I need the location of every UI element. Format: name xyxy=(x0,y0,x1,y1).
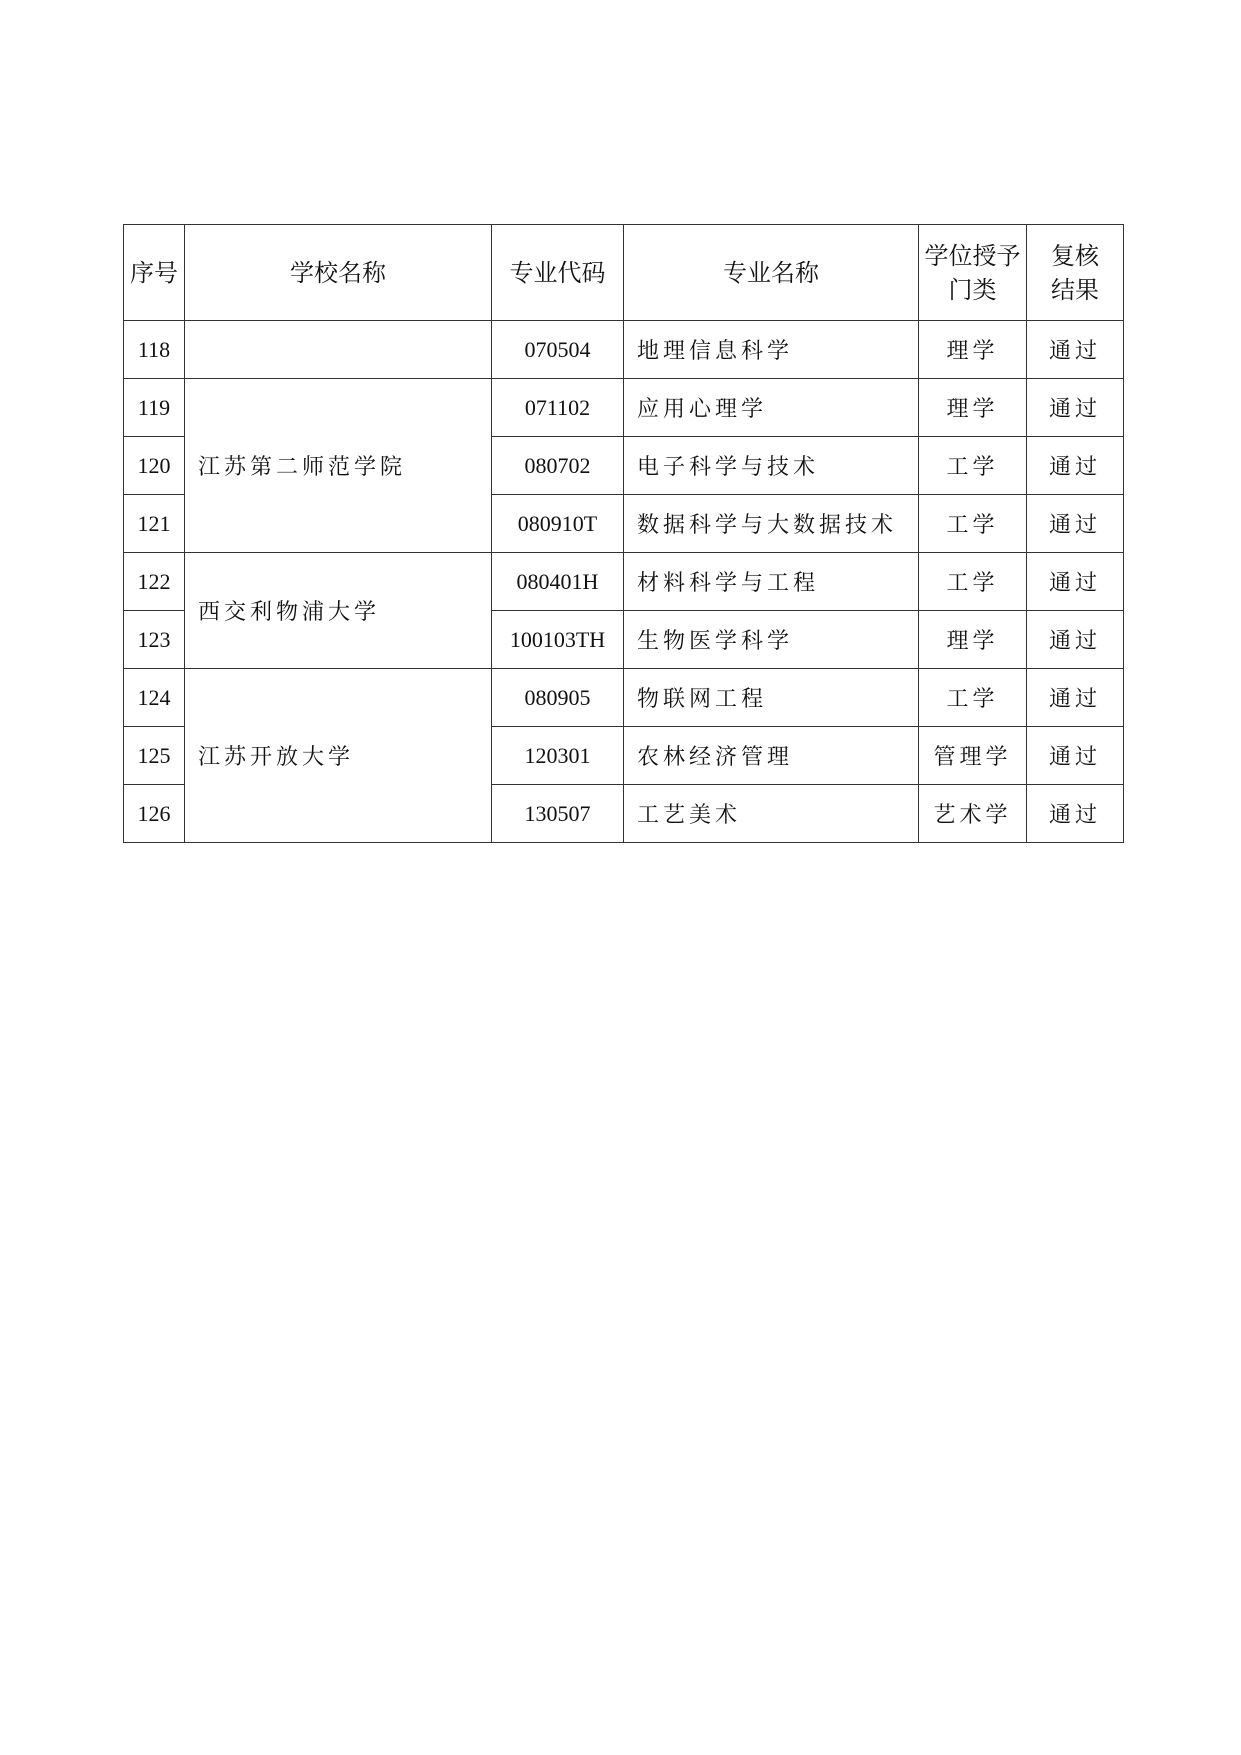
cell-school: 西交利物浦大学 xyxy=(185,553,492,669)
header-review-result-line2: 结果 xyxy=(1051,275,1099,304)
cell-index: 123 xyxy=(124,611,185,669)
cell-major-name: 工艺美术 xyxy=(624,785,919,843)
cell-review-result: 通过 xyxy=(1027,669,1124,727)
table-header-row xyxy=(124,225,1124,321)
cell-index: 120 xyxy=(124,437,185,495)
cell-major-code: 071102 xyxy=(492,379,624,437)
cell-major-code: 080905 xyxy=(492,669,624,727)
cell-major-code: 100103TH xyxy=(492,611,624,669)
cell-review-result: 通过 xyxy=(1027,553,1124,611)
cell-school: 江苏开放大学 xyxy=(185,669,492,843)
header-degree-category-line2: 门类 xyxy=(948,275,997,304)
table-row xyxy=(124,321,1124,379)
cell-review-result: 通过 xyxy=(1027,437,1124,495)
cell-index: 122 xyxy=(124,553,185,611)
cell-degree-category: 理学 xyxy=(919,379,1027,437)
cell-index: 119 xyxy=(124,379,185,437)
cell-school-empty xyxy=(185,321,492,379)
cell-index: 125 xyxy=(124,727,185,785)
header-major-name: 专业名称 xyxy=(624,225,919,321)
header-index: 序号 xyxy=(124,225,185,321)
cell-major-code: 120301 xyxy=(492,727,624,785)
header-review-result xyxy=(1027,225,1124,321)
cell-major-name: 电子科学与技术 xyxy=(624,437,919,495)
cell-degree-category: 工学 xyxy=(919,437,1027,495)
cell-school: 江苏第二师范学院 xyxy=(185,379,492,553)
cell-review-result: 通过 xyxy=(1027,785,1124,843)
cell-degree-category: 理学 xyxy=(919,611,1027,669)
cell-major-name: 生物医学科学 xyxy=(624,611,919,669)
major-review-table xyxy=(123,224,1124,843)
header-major-code: 专业代码 xyxy=(492,225,624,321)
cell-major-code: 080910T xyxy=(492,495,624,553)
cell-review-result: 通过 xyxy=(1027,611,1124,669)
cell-review-result: 通过 xyxy=(1027,495,1124,553)
cell-degree-category: 艺术学 xyxy=(919,785,1027,843)
header-school: 学校名称 xyxy=(185,225,492,321)
cell-review-result: 通过 xyxy=(1027,321,1124,379)
cell-major-name: 地理信息科学 xyxy=(624,321,919,379)
cell-index: 118 xyxy=(124,321,185,379)
header-degree-category xyxy=(919,225,1027,321)
cell-major-name: 农林经济管理 xyxy=(624,727,919,785)
table-row xyxy=(124,379,1124,437)
cell-major-name: 物联网工程 xyxy=(624,669,919,727)
cell-review-result: 通过 xyxy=(1027,379,1124,437)
cell-index: 124 xyxy=(124,669,185,727)
cell-degree-category: 理学 xyxy=(919,321,1027,379)
table-row xyxy=(124,669,1124,727)
cell-index: 121 xyxy=(124,495,185,553)
header-degree-category-line1: 学位授予 xyxy=(924,241,1021,270)
cell-degree-category: 工学 xyxy=(919,553,1027,611)
cell-index: 126 xyxy=(124,785,185,843)
cell-major-code: 130507 xyxy=(492,785,624,843)
cell-major-code: 080401H xyxy=(492,553,624,611)
cell-degree-category: 工学 xyxy=(919,669,1027,727)
cell-degree-category: 管理学 xyxy=(919,727,1027,785)
header-review-result-line1: 复核 xyxy=(1051,241,1099,270)
cell-major-code: 080702 xyxy=(492,437,624,495)
cell-major-code: 070504 xyxy=(492,321,624,379)
cell-major-name: 材料科学与工程 xyxy=(624,553,919,611)
cell-review-result: 通过 xyxy=(1027,727,1124,785)
cell-major-name: 数据科学与大数据技术 xyxy=(624,495,919,553)
cell-major-name: 应用心理学 xyxy=(624,379,919,437)
table-row xyxy=(124,553,1124,611)
cell-degree-category: 工学 xyxy=(919,495,1027,553)
